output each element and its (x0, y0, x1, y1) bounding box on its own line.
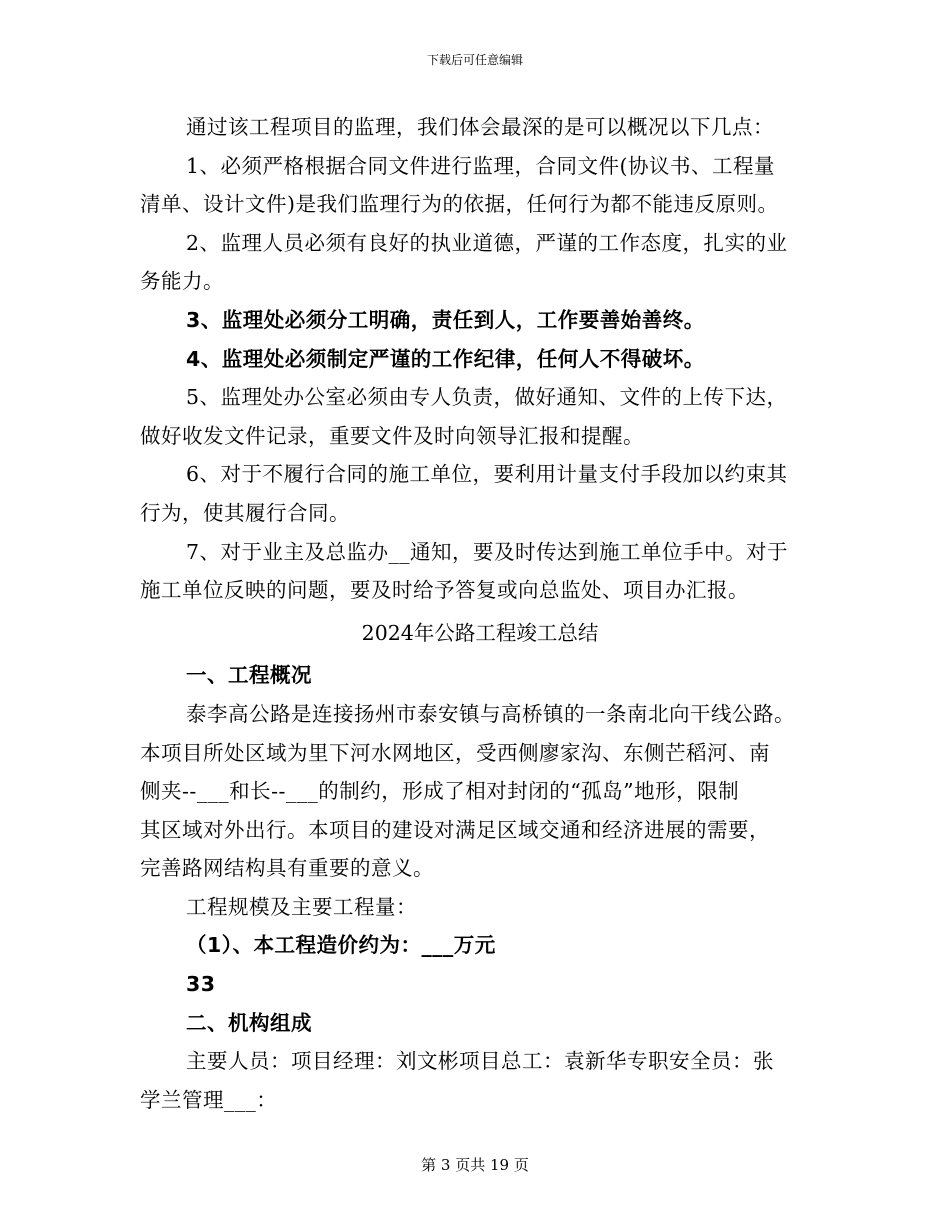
number-line: 33 (186, 972, 216, 997)
list-item-5-line2: 做好收发文件记录，重要文件及时向领导汇报和提醒。 (140, 423, 644, 448)
list-item-7-line2: 施工单位反映的问题，要及时给予答复或向总监处、项目办汇报。 (140, 578, 749, 603)
document-body (140, 108, 820, 1119)
document-title: 2024年公路工程竣工总结 (361, 620, 599, 645)
staff-line-1: 主要人员：项目经理：刘文彬项目总工：袁新华专职安全员：张 (186, 1049, 774, 1074)
list-item-3: 3、监理处必须分工明确，责任到人，工作要善始善终。 (186, 307, 705, 332)
staff-line-2: 学兰管理___： (140, 1087, 278, 1112)
scale-heading: 工程规模及主要工程量： (186, 894, 417, 919)
overview-line-1: 泰李高公路是连接扬州市泰安镇与高桥镇的一条南北向干线公路。 (186, 701, 795, 726)
list-item-2-line1: 2、监理人员必须有良好的执业道德，严谨的工作态度，扎实的业 (186, 230, 788, 255)
page-header: 下载后可任意编辑 (426, 53, 523, 67)
list-item-6-line1: 6、对于不履行合同的施工单位，要利用计量支付手段加以约束其 (186, 462, 788, 487)
page-footer: 第 3 页共 19 页 (421, 1156, 529, 1174)
list-item-2-line2: 务能力。 (140, 269, 224, 294)
cost-line: （1）、本工程造价约为：___万元 (186, 933, 496, 958)
overview-line-5: 完善路网结构具有重要的意义。 (140, 856, 434, 881)
list-item-5-line1: 5、监理处办公室必须由专人负责，做好通知、文件的上传下达， (186, 385, 788, 410)
intro-paragraph: 通过该工程项目的监理，我们体会最深的是可以概况以下几点： (186, 115, 774, 139)
list-item-4: 4、监理处必须制定严谨的工作纪律，任何人不得破坏。 (186, 346, 705, 371)
list-item-7-line1: 7、对于业主及总监办__通知，要及时传达到施工单位手中。对于 (186, 539, 789, 564)
overview-line-4: 其区域对外出行。本项目的建设对满足区域交通和经济进展的需要， (140, 817, 770, 842)
list-item-1-line1: 1、必须严格根据合同文件进行监理，合同文件(协议书、工程量 (186, 153, 776, 178)
list-item-1-line2: 清单、设计文件)是我们监理行为的依据，任何行为都不能违反原则。 (140, 192, 779, 217)
section-2-heading: 二、机构组成 (186, 1010, 312, 1035)
overview-line-2: 本项目所处区域为里下河水网地区，受西侧廖家沟、东侧芒稻河、南 (140, 740, 770, 765)
list-item-6-line2: 行为，使其履行合同。 (140, 500, 350, 525)
overview-line-3: 侧夹--___和长--___的制约，形成了相对封闭的“孤岛”地形，限制 (140, 779, 740, 804)
section-1-heading: 一、工程概况 (186, 663, 312, 688)
